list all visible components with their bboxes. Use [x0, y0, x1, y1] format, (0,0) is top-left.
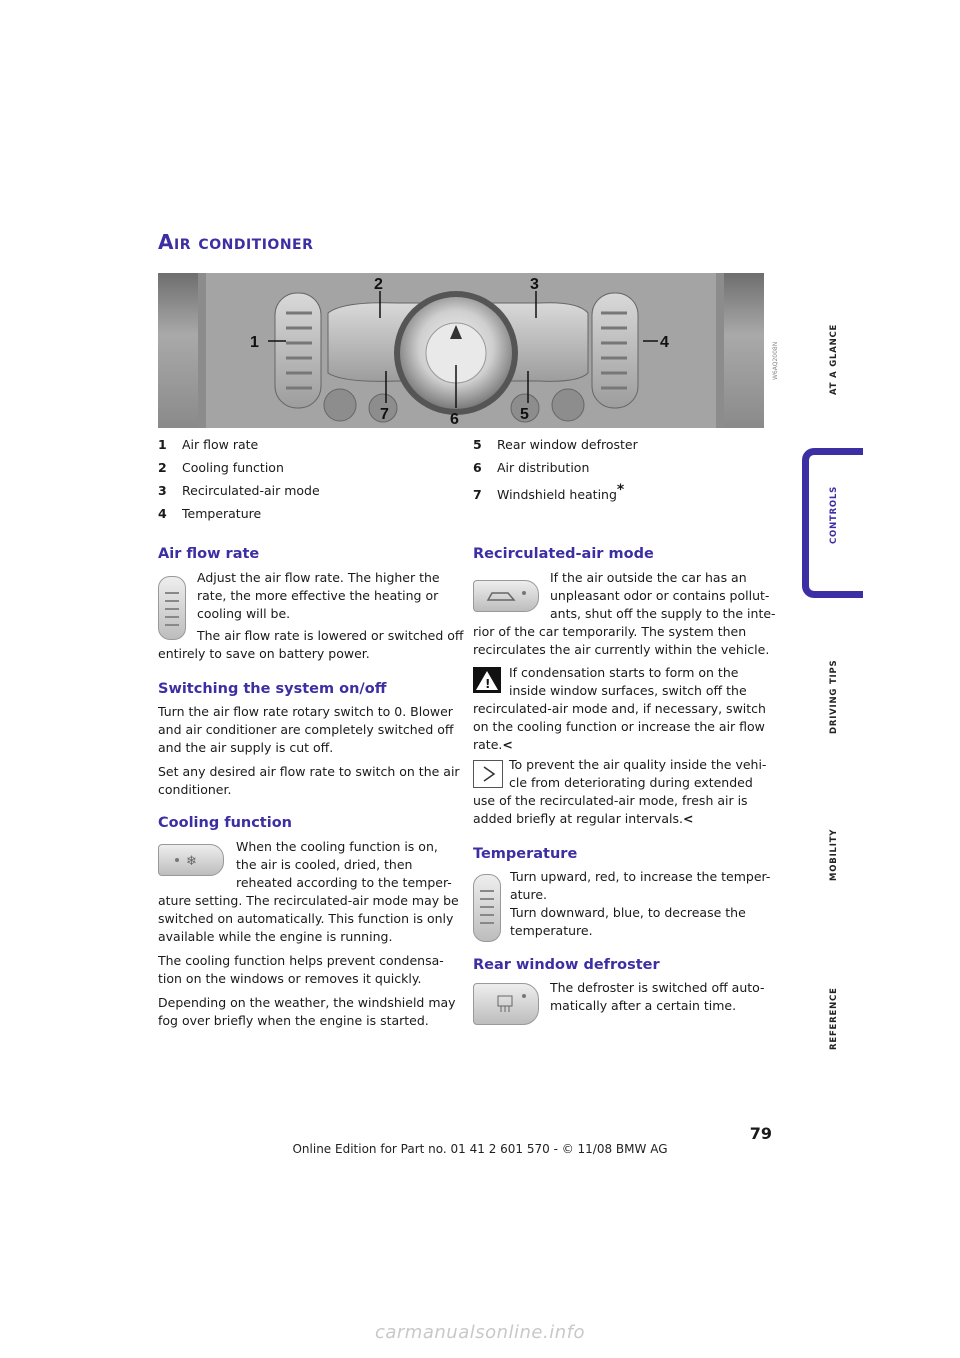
- legend-item: 1 Air flow rate: [158, 437, 259, 452]
- callout-5: 5: [520, 406, 529, 423]
- sidebar-tab-mobility[interactable]: MOBILITY: [829, 828, 839, 881]
- callout-3: 3: [530, 276, 539, 293]
- control-panel-figure: [158, 273, 764, 428]
- sidebar-tab-controls[interactable]: CONTROLS: [829, 485, 839, 544]
- note-text: To prevent the air quality inside the vehi- cle from deteriorating during extended use of the recirculated-air mode, fresh air is added briefly at regular intervals.<: [473, 757, 767, 826]
- sidebar-tab-reference[interactable]: REFERENCE: [829, 987, 839, 1050]
- page-number: 79: [749, 1124, 772, 1143]
- switching-text: Turn the air flow rate rotary switch to 0. Blower and air conditioner are completely switched off and the air supply is cut off. Set any desired air flow rate to switch on the air conditioner.: [158, 704, 460, 797]
- section-title-temperature: Temperature: [473, 846, 578, 862]
- temperature-text: Turn upward, red, to increase the temper- ature. Turn downward, blue, to decrease the temperature.: [510, 869, 771, 938]
- recirculated-button-icon: [473, 580, 539, 612]
- rear-defroster-text: The defroster is switched off auto- matically after a certain time.: [550, 980, 765, 1013]
- legend-right: [473, 433, 638, 506]
- callout-2: 2: [374, 276, 383, 293]
- rear-defroster-button-icon: [473, 983, 539, 1025]
- svg-text:!: !: [485, 677, 491, 691]
- callout-6: 6: [450, 411, 459, 428]
- legend-left: [158, 433, 320, 525]
- sidebar-tab-at-a-glance[interactable]: AT A GLANCE: [829, 323, 839, 395]
- cooling-button-icon: [158, 844, 224, 876]
- warning-text: If condensation starts to form on the inside window surfaces, switch off the recirculated-air mode and, if necessary, switch on the cooling function or increase the air flow rate.<: [473, 665, 766, 752]
- callout-7: 7: [380, 406, 389, 423]
- section-title-switching: Switching the system on/off: [158, 681, 387, 697]
- legend-item: 7 Windshield heating*: [473, 482, 625, 503]
- legend-item: 3 Recirculated-air mode: [158, 483, 320, 498]
- control-panel-illustration: [158, 273, 764, 428]
- svg-text:❄: ❄: [186, 854, 197, 869]
- air-flow-text-2: The air flow rate is lowered or switched off entirely to save on battery power.: [158, 628, 464, 661]
- section-title-cooling: Cooling function: [158, 815, 292, 831]
- section-title-recirculated: Recirculated-air mode: [473, 546, 654, 562]
- legend-item: 5 Rear window defroster: [473, 437, 638, 452]
- callout-1: 1: [250, 334, 259, 351]
- section-title-air-flow: Air flow rate: [158, 546, 260, 562]
- temperature-knob-icon: [473, 874, 501, 942]
- footer-text: Online Edition for Part no. 01 41 2 601 570 - © 11/08 BMW AG: [292, 1142, 668, 1156]
- callout-4: 4: [660, 334, 669, 351]
- section-title-rear-defroster: Rear window defroster: [473, 957, 660, 973]
- cooling-text: When the cooling function is on, the air is cooled, dried, then reheated according to the temper-: [236, 839, 452, 890]
- recirculated-text-2: rior of the car temporarily. The system then recirculates the air currently within the vehicle.: [473, 624, 770, 657]
- figure-code: W6AQ2008N: [772, 341, 779, 380]
- air-flow-text: Adjust the air flow rate. The higher the rate, the more effective the heating or cooling will be.: [197, 570, 440, 621]
- legend-item: 6 Air distribution: [473, 460, 590, 475]
- watermark: carmanualsonline.info: [374, 1322, 585, 1343]
- cooling-text-2: ature setting. The recirculated-air mode may be switched on automatically. This function is only available while the engine is running. The cooling function helps prevent condensa- tion on the windows or removes it quickly. Depending on the weather, the windshield may fog over briefly when the engine is started.: [158, 893, 459, 1028]
- optional-star: *: [616, 482, 625, 498]
- end-mark: <: [502, 737, 513, 752]
- recirculated-text: If the air outside the car has an unpleasant odor or contains pollut- ants, shut off the supply to the inte-: [550, 570, 776, 621]
- sidebar-tab-driving-tips[interactable]: DRIVING TIPS: [829, 659, 839, 734]
- end-mark: <: [682, 811, 694, 826]
- page-title: Air conditioner: [158, 230, 314, 254]
- legend-item: 4 Temperature: [158, 506, 262, 521]
- legend-item: 2 Cooling function: [158, 460, 284, 475]
